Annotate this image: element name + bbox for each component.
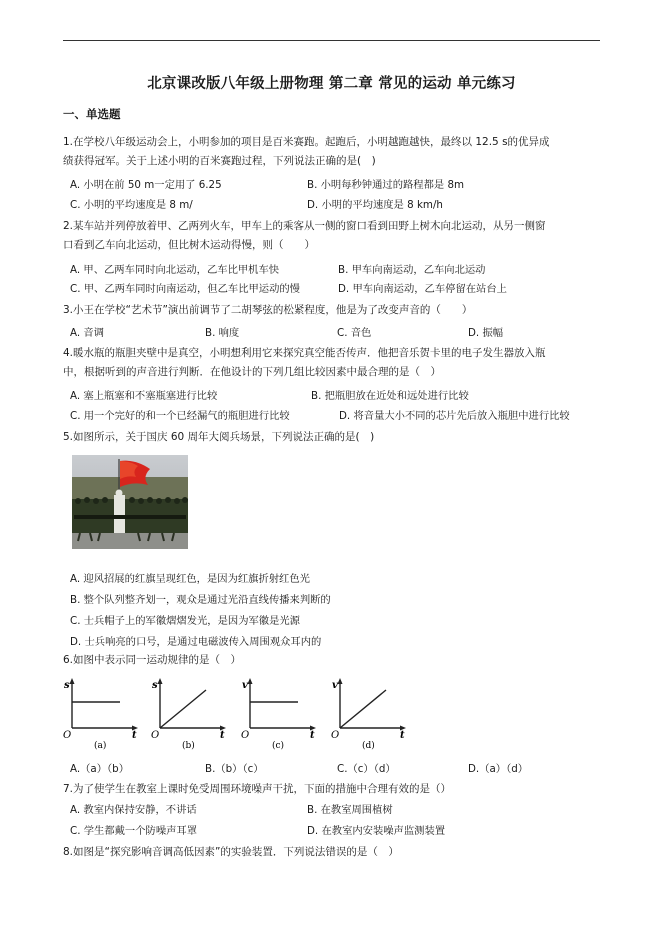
question-6-line1: 6.如图中表示同一运动规律的是（ ） <box>63 654 242 666</box>
question-4-line2: 中，根据听到的声音进行判断．在他设计的下列几组比较因素中最合理的是（ ） <box>63 366 441 378</box>
question-4-option-b: B. 把瓶胆放在近处和远处进行比较 <box>311 390 469 402</box>
graph-c-x-label: t <box>310 730 315 741</box>
parade-photo <box>72 455 188 549</box>
graph-b-caption: (b) <box>182 741 195 751</box>
question-2-option-d: D. 甲车向南运动，乙车停留在站台上 <box>338 283 507 295</box>
question-5-line1: 5.如图所示，关于国庆 60 周年大阅兵场景，下列说法正确的是( ) <box>63 431 375 443</box>
question-7-option-a: A. 教室内保持安静，不讲话 <box>70 804 197 816</box>
graph-c-caption: (c) <box>272 741 285 751</box>
question-8-line1: 8.如图是“探究影响音调高低因素”的实验装置．下列说法错误的是（ ） <box>63 846 399 858</box>
graph-d <box>330 676 410 752</box>
graph-b-y-label: s <box>152 680 158 691</box>
graph-a-y-label: s <box>64 680 70 691</box>
graph-c <box>240 676 320 752</box>
question-5-option-d: D. 士兵响亮的口号，是通过电磁波传入周围观众耳内的 <box>70 636 322 648</box>
graph-a-origin: O <box>63 730 72 741</box>
question-4-line1: 4.暖水瓶的瓶胆夹壁中是真空，小明想利用它来探究真空能否传声．他把音乐贺卡里的电子发生器放入瓶 <box>63 347 546 359</box>
question-3-option-a: A. 音调 <box>70 327 105 339</box>
question-1-option-a: A. 小明在前 50 m一定用了 6.25 <box>70 179 222 191</box>
question-4-option-a: A. 塞上瓶塞和不塞瓶塞进行比较 <box>70 390 218 402</box>
question-2-option-b: B. 甲车向南运动，乙车向北运动 <box>338 264 486 276</box>
question-1-option-d: D. 小明的平均速度是 8 km/h <box>307 199 443 211</box>
question-7-option-c: C. 学生都戴一个防噪声耳罩 <box>70 825 198 837</box>
graph-a-x-label: t <box>132 730 137 741</box>
question-3-option-d: D. 振幅 <box>468 327 504 339</box>
section-heading: 一、单选题 <box>63 107 121 121</box>
graph-a <box>62 676 142 752</box>
question-6-option-c: C.（c）（d） <box>337 763 396 775</box>
question-4-option-d: D. 将音量大小不同的芯片先后放入瓶胆中进行比较 <box>339 410 570 422</box>
page-title: 北京课改版八年级上册物理 第二章 常见的运动 单元练习 <box>147 76 516 92</box>
question-2-line2: 口看到乙车向北运动，但比树木运动得慢，则（ ） <box>63 239 315 251</box>
question-2-line1: 2.某车站并列停放着甲、乙两列火车，甲车上的乘客从一侧的窗口看到田野上树木向北运动，从另一侧窗 <box>63 220 546 232</box>
graph-d-y-label: v <box>332 680 338 691</box>
question-1-option-c: C. 小明的平均速度是 8 m/ <box>70 199 193 211</box>
graph-d-origin: O <box>331 730 340 741</box>
question-3-option-b: B. 响度 <box>205 327 240 339</box>
graph-b-origin: O <box>151 730 160 741</box>
question-7-option-b: B. 在教室周围植树 <box>307 804 393 816</box>
graph-b <box>150 676 230 752</box>
question-5-option-b: B. 整个队列整齐划一，观众是通过光沿直线传播来判断的 <box>70 594 331 606</box>
question-1-line1: 1.在学校八年级运动会上，小明参加的项目是百米赛跑。起跑后，小明越跑越快，最终以 12.5 s的优异成 <box>63 136 550 148</box>
header-rule <box>63 40 600 41</box>
graph-d-caption: (d) <box>362 741 375 751</box>
question-5-option-c: C. 士兵帽子上的军徽熠熠发光，是因为军徽是光源 <box>70 615 300 627</box>
question-6-option-d: D.（a）（d） <box>468 763 529 775</box>
question-3-option-c: C. 音色 <box>337 327 372 339</box>
question-6-option-b: B.（b）（c） <box>205 763 264 775</box>
graph-c-origin: O <box>241 730 250 741</box>
question-7-option-d: D. 在教室内安装噪声监测装置 <box>307 825 446 837</box>
question-1-line2: 绩获得冠军。关于上述小明的百米赛跑过程，下列说法正确的是( ) <box>63 155 376 167</box>
question-4-option-c: C. 用一个完好的和一个已经漏气的瓶胆进行比较 <box>70 410 290 422</box>
question-2-option-c: C. 甲、乙两车同时向南运动，但乙车比甲运动的慢 <box>70 283 300 295</box>
graph-d-x-label: t <box>400 730 405 741</box>
question-5-option-a: A. 迎风招展的红旗呈现红色，是因为红旗折射红色光 <box>70 573 310 585</box>
question-6-option-a: A.（a）（b） <box>70 763 130 775</box>
graph-c-y-label: v <box>242 680 248 691</box>
question-2-option-a: A. 甲、乙两车同时向北运动，乙车比甲机车快 <box>70 264 280 276</box>
question-1-option-b: B. 小明每秒钟通过的路程都是 8m <box>307 179 465 191</box>
question-7-line1: 7.为了使学生在教室上课时免受周围环境噪声干扰，下面的措施中合理有效的是（） <box>63 783 452 795</box>
graph-b-x-label: t <box>220 730 225 741</box>
graph-a-caption: (a) <box>94 741 107 751</box>
question-3-line1: 3.小王在学校“艺术节”演出前调节了二胡琴弦的松紧程度，他是为了改变声音的（ ） <box>63 304 473 316</box>
